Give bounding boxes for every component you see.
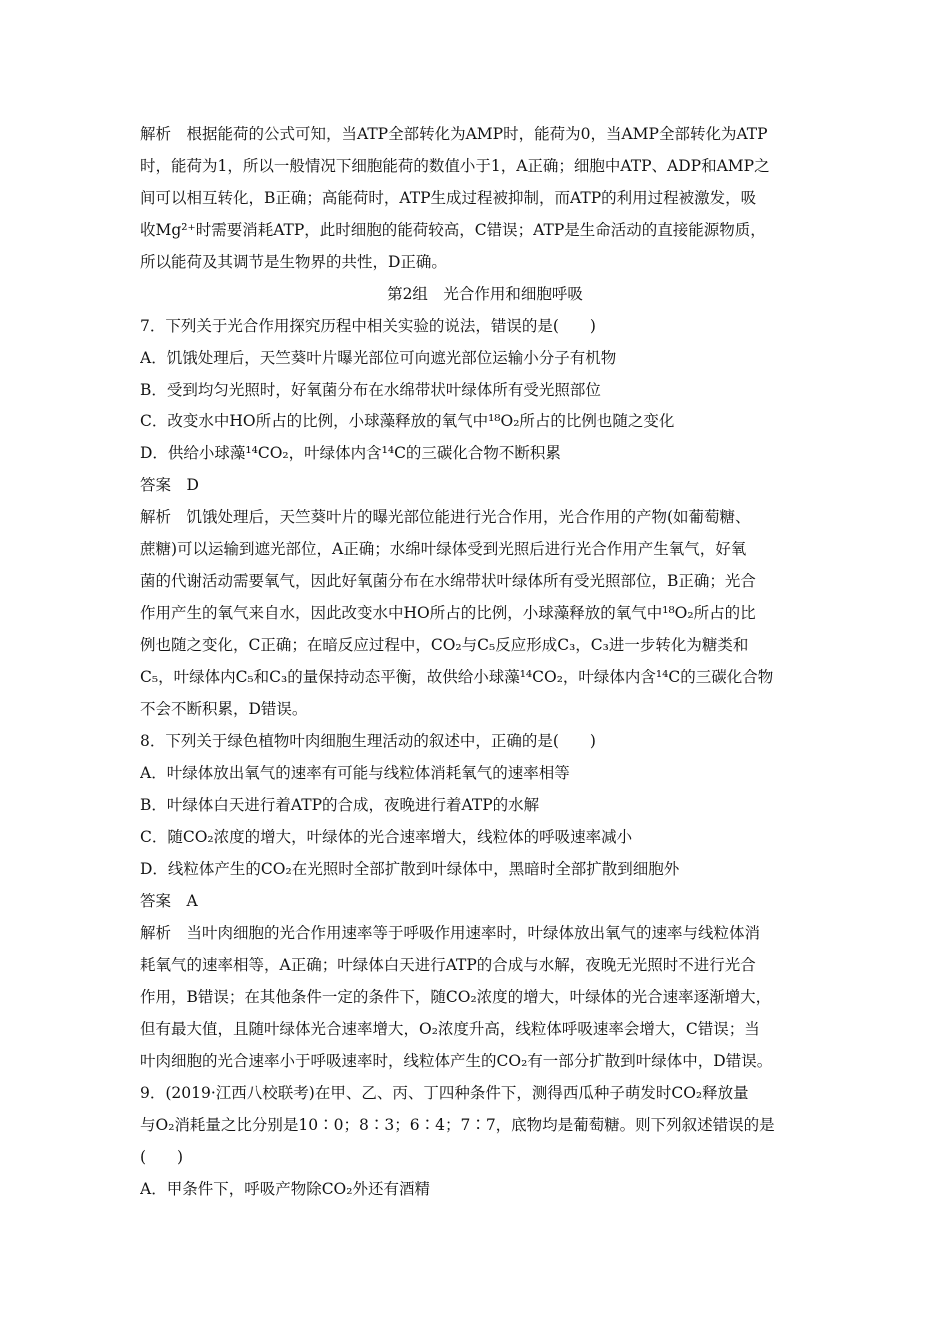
question-7-analysis-line-6: C₅，叶绿体内C₅和C₃的量保持动态平衡，故供给小球藻¹⁴CO₂，叶绿体内含¹⁴C的三碳化合物 [140, 668, 774, 686]
question-8-option-a: A．叶绿体放出氧气的速率有可能与线粒体消耗氧气的速率相等 [140, 764, 570, 782]
question-7-analysis-line-7: 不会不断积累，D错误。 [140, 700, 308, 718]
question-8-stem: 8．下列关于绿色植物叶肉细胞生理活动的叙述中，正确的是( ) [140, 732, 596, 750]
section-heading: 第2组 光合作用和细胞呼吸 [387, 285, 583, 303]
question-9-stem-line-2: 与O₂消耗量之比分别是10∶0；8∶3；6∶4；7∶7，底物均是葡萄糖。则下列叙述错误的是 [140, 1116, 775, 1134]
question-7-stem: 7．下列关于光合作用探究历程中相关实验的说法，错误的是( ) [140, 317, 596, 335]
question-7-answer: 答案 D [140, 476, 199, 494]
question-7-analysis-line-1: 解析 饥饿处理后，天竺葵叶片的曝光部位能进行光合作用，光合作用的产物(如葡萄糖、 [140, 508, 751, 526]
question-8-analysis-line-5: 叶肉细胞的光合速率小于呼吸速率时，线粒体产生的CO₂有一部分扩散到叶绿体中，D错误。 [140, 1052, 773, 1070]
question-7-option-d: D．供给小球藻¹⁴CO₂，叶绿体内含¹⁴C的三碳化合物不断积累 [140, 444, 561, 462]
question-8-analysis-line-3: 作用，B错误；在其他条件一定的条件下，随CO₂浓度的增大，叶绿体的光合速率逐渐增大， [140, 988, 772, 1006]
question-9-stem-line-3: ( ) [140, 1148, 184, 1166]
question-8-analysis-line-4: 但有最大值，且随叶绿体光合速率增大，O₂浓度升高，线粒体呼吸速率会增大，C错误；当 [140, 1020, 760, 1038]
question-8-analysis-line-2: 耗氧气的速率相等，A正确；叶绿体白天进行ATP的合成与水解，夜晚无光照时不进行光合 [140, 956, 756, 974]
question-9-stem-line-1: 9．(2019·江西八校联考)在甲、乙、丙、丁四种条件下，测得西瓜种子萌发时CO₂释放量 [140, 1084, 749, 1102]
question-8-answer: 答案 A [140, 892, 198, 910]
analysis-6-line-1: 解析 根据能荷的公式可知，当ATP全部转化为AMP时，能荷为0，当AMP全部转化为ATP [140, 125, 768, 143]
question-7-option-a: A．饥饿处理后，天竺葵叶片曝光部位可向遮光部位运输小分子有机物 [140, 349, 617, 367]
question-8-option-b: B．叶绿体白天进行着ATP的合成，夜晚进行着ATP的水解 [140, 796, 540, 814]
question-8-option-d: D．线粒体产生的CO₂在光照时全部扩散到叶绿体中，黑暗时全部扩散到细胞外 [140, 860, 680, 878]
question-8-option-c: C．随CO₂浓度的增大，叶绿体的光合速率增大，线粒体的呼吸速率减小 [140, 828, 633, 846]
question-7-analysis-line-2: 蔗糖)可以运输到遮光部位，A正确；水绵叶绿体受到光照后进行光合作用产生氧气，好氧 [140, 540, 747, 558]
analysis-6-line-4: 收Mg²⁺时需要消耗ATP，此时细胞的能荷较高，C错误；ATP是生命活动的直接能源物质， [140, 221, 766, 239]
analysis-6-line-5: 所以能荷及其调节是生物界的共性，D正确。 [140, 253, 447, 271]
analysis-6-line-3: 间可以相互转化，B正确；高能荷时，ATP生成过程被抑制，而ATP的利用过程被激发，吸 [140, 189, 757, 207]
question-7-option-b: B．受到均匀光照时，好氧菌分布在水绵带状叶绿体所有受光照部位 [140, 381, 601, 399]
question-7-analysis-line-4: 作用产生的氧气来自水，因此改变水中HO所占的比例，小球藻释放的氧气中¹⁸O₂所占的比 [140, 604, 756, 622]
analysis-6-line-2: 时，能荷为1，所以一般情况下细胞能荷的数值小于1，A正确；细胞中ATP、ADP和AMP之 [140, 157, 770, 175]
question-7-analysis-line-5: 例也随之变化，C正确；在暗反应过程中，CO₂与C₅反应形成C₃，C₃进一步转化为糖类和 [140, 636, 749, 654]
question-7-option-c: C．改变水中HO所占的比例，小球藻释放的氧气中¹⁸O₂所占的比例也随之变化 [140, 412, 675, 430]
question-9-option-a: A．甲条件下，呼吸产物除CO₂外还有酒精 [140, 1180, 430, 1198]
question-8-analysis-line-1: 解析 当叶肉细胞的光合作用速率等于呼吸作用速率时，叶绿体放出氧气的速率与线粒体消 [140, 924, 761, 942]
question-7-analysis-line-3: 菌的代谢活动需要氧气，因此好氧菌分布在水绵带状叶绿体所有受光照部位，B正确；光合 [140, 572, 756, 590]
